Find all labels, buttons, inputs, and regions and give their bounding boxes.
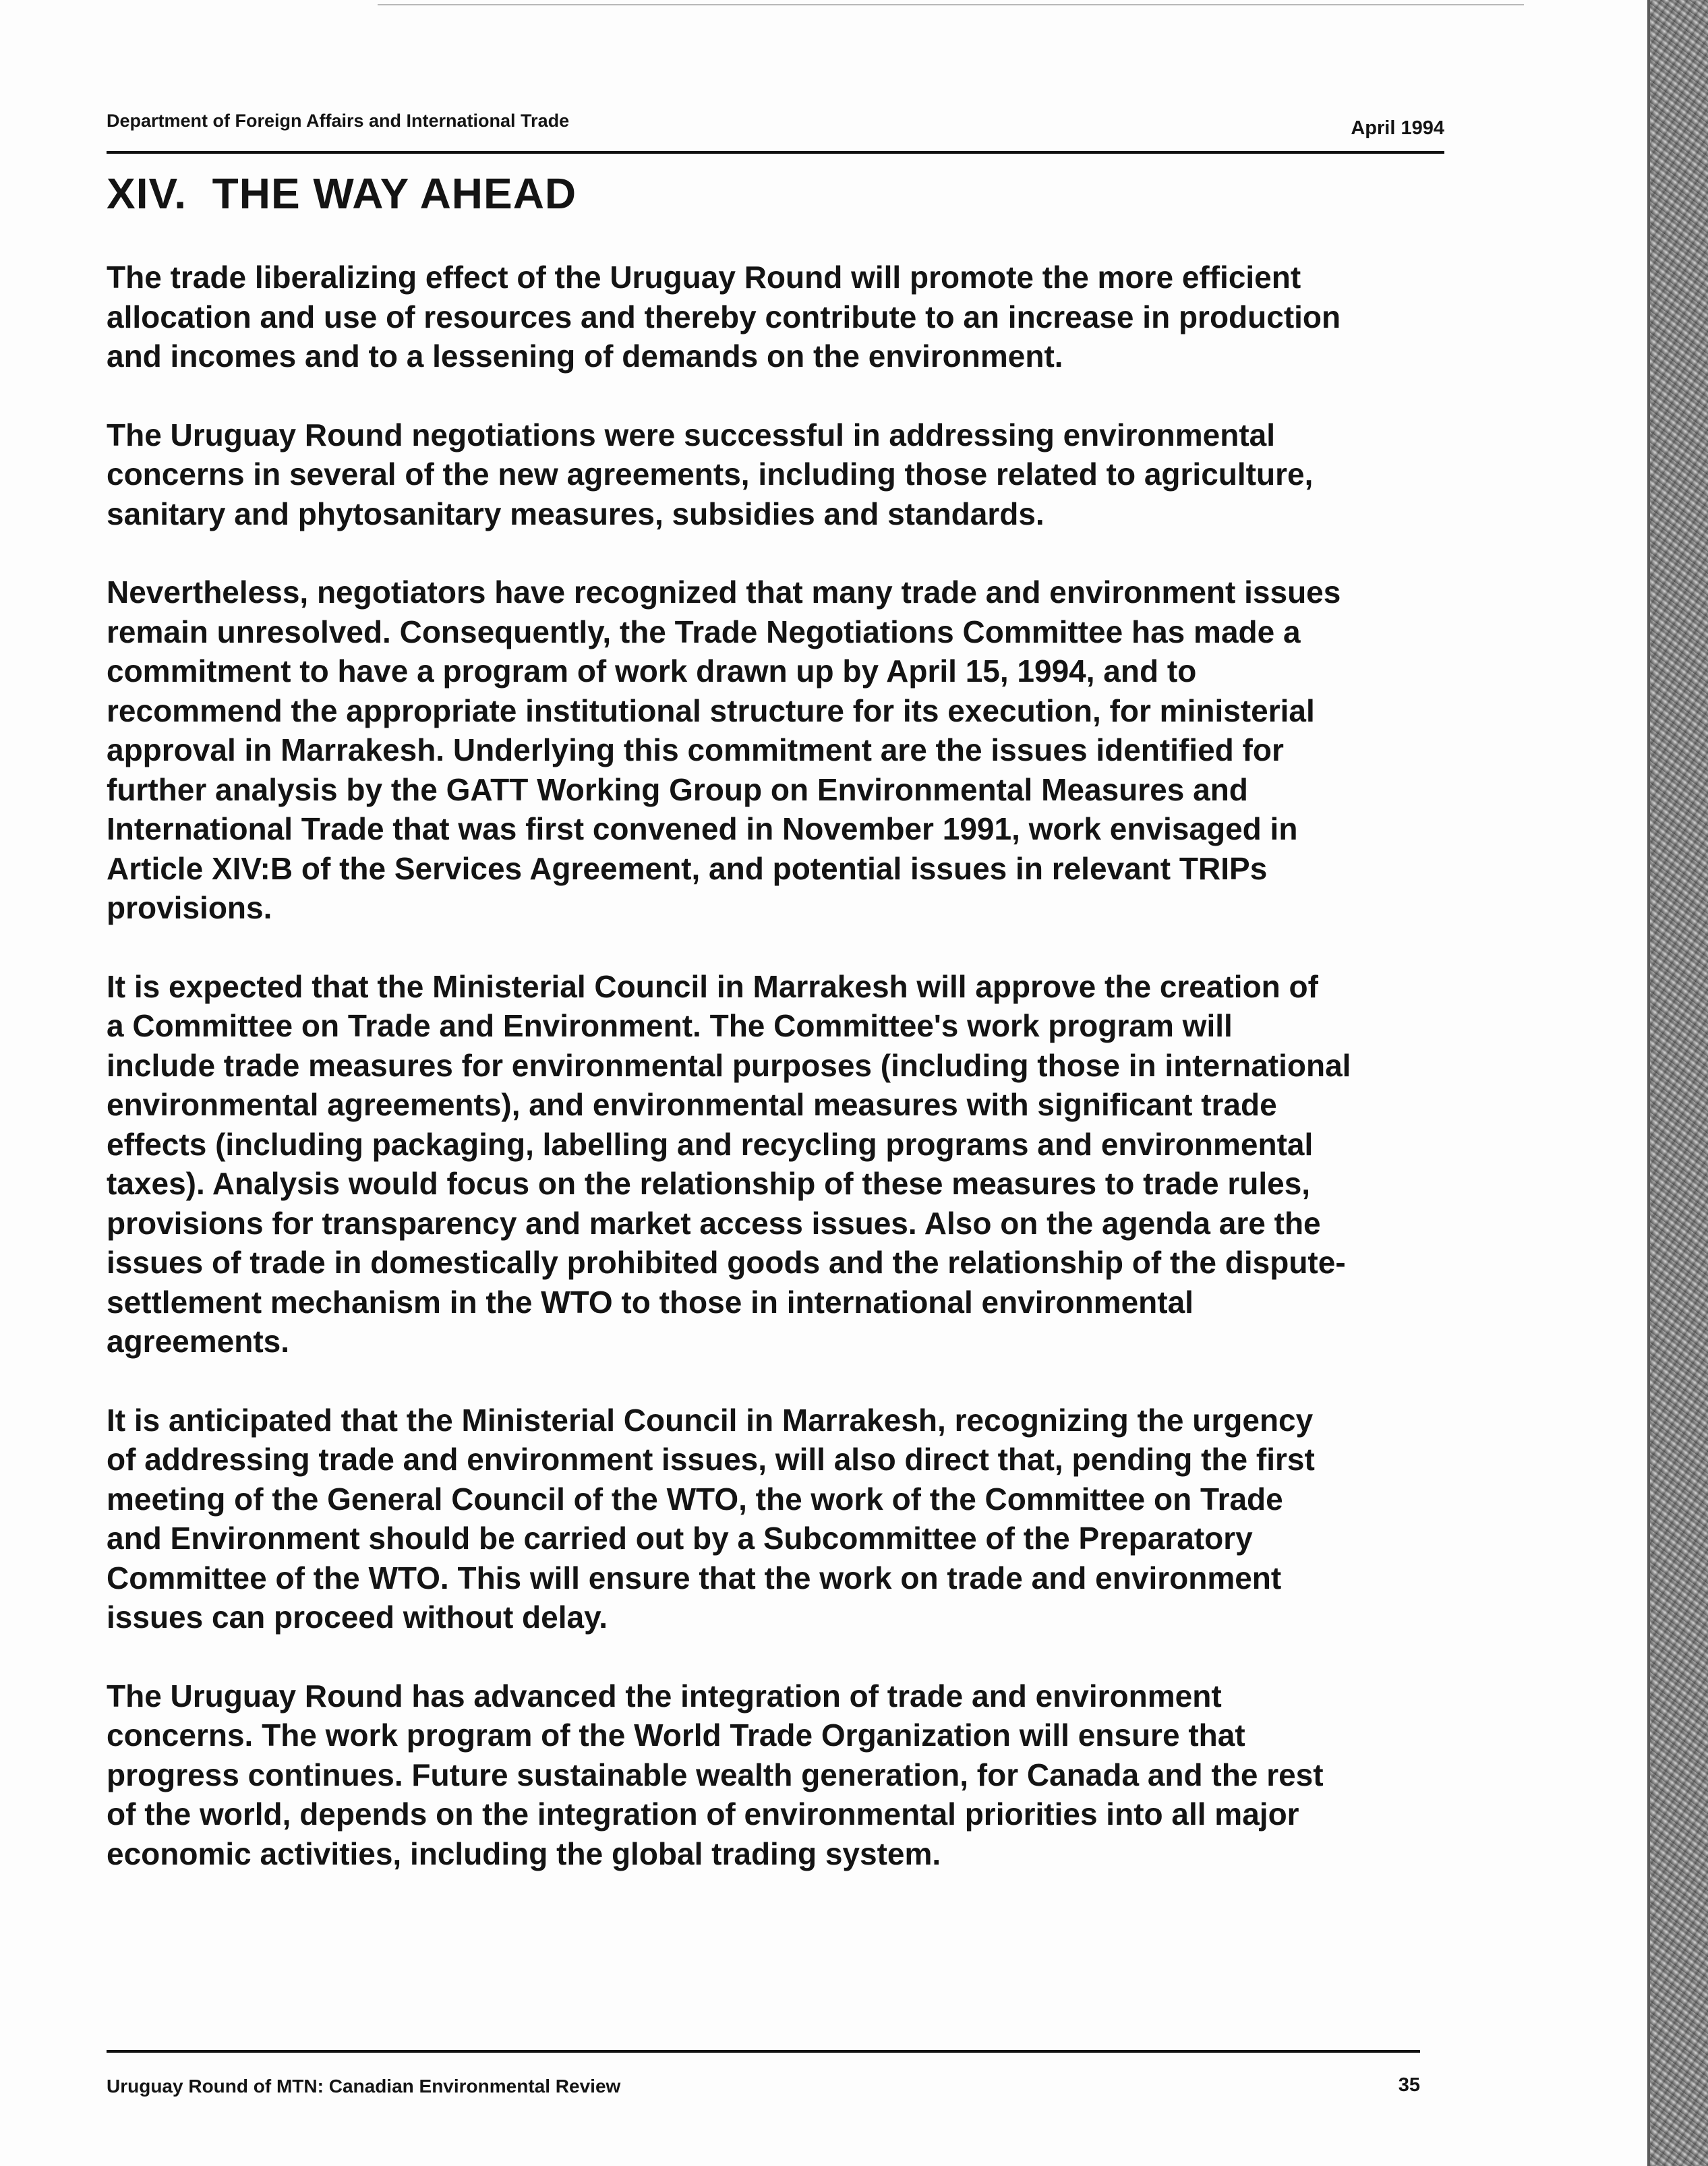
- paragraph-line: of addressing trade and environment issues, will also direct that, pending the first: [107, 1442, 1315, 1477]
- paragraph-line: International Trade that was first convened in November 1991, work envisaged in: [107, 811, 1298, 846]
- paragraph-line: and incomes and to a lessening of demands on the environment.: [107, 339, 1063, 374]
- scan-edge-texture: [1650, 0, 1708, 2166]
- paragraph-line: progress continues. Future sustainable wealth generation, for Canada and the rest: [107, 1757, 1324, 1792]
- paragraph-line: Nevertheless, negotiators have recognized that many trade and environment issues: [107, 575, 1341, 610]
- paragraph-line: issues of trade in domestically prohibited goods and the relationship of the dispute-: [107, 1245, 1346, 1280]
- scan-top-artifact: [378, 4, 1524, 5]
- footer-publication: Uruguay Round of MTN: Canadian Environmental Review: [107, 2076, 621, 2097]
- paragraph-line: provisions.: [107, 890, 272, 925]
- paragraph-line: concerns in several of the new agreements, including those related to agriculture,: [107, 457, 1314, 492]
- paragraph-line: The Uruguay Round negotiations were successful in addressing environmental: [107, 417, 1275, 452]
- paragraph-line: remain unresolved. Consequently, the Trade Negotiations Committee has made a: [107, 614, 1301, 649]
- paragraph-line: The trade liberalizing effect of the Uruguay Round will promote the more efficient: [107, 260, 1301, 295]
- paragraph-3: [107, 573, 1448, 928]
- page-header: [107, 108, 1444, 154]
- paragraph-6: [107, 1676, 1448, 1874]
- paragraph-line: taxes). Analysis would focus on the relationship of these measures to trade rules,: [107, 1166, 1311, 1201]
- body-text: [107, 258, 1448, 1912]
- paragraph-line: further analysis by the GATT Working Group on Environmental Measures and: [107, 771, 1248, 807]
- paragraph-line: It is expected that the Ministerial Council in Marrakesh will approve the creation of: [107, 968, 1318, 1004]
- paragraph-4: [107, 967, 1448, 1362]
- header-department: Department of Foreign Affairs and International Trade: [107, 111, 570, 131]
- paragraph-line: The Uruguay Round has advanced the integration of trade and environment: [107, 1678, 1222, 1714]
- paragraph-line: recommend the appropriate institutional structure for its execution, for ministerial: [107, 693, 1315, 728]
- paragraph-line: and Environment should be carried out by a Subcommittee of the Preparatory: [107, 1521, 1253, 1556]
- paragraph-line: meeting of the General Council of the WTO, the work of the Committee on Trade: [107, 1481, 1283, 1517]
- paragraph-line: agreements.: [107, 1324, 290, 1359]
- section-title: XIV. THE WAY AHEAD: [107, 169, 577, 218]
- paragraph-line: Article XIV:B of the Services Agreement, and potential issues in relevant TRIPs: [107, 850, 1268, 886]
- paragraph-2: [107, 415, 1448, 534]
- paragraph-line: sanitary and phytosanitary measures, subsidies and standards.: [107, 496, 1044, 531]
- paragraph-1: [107, 258, 1448, 376]
- paragraph-line: concerns. The work program of the World Trade Organization will ensure that: [107, 1718, 1245, 1753]
- paragraph-line: include trade measures for environmental purposes (including those in international: [107, 1047, 1351, 1083]
- paragraph-line: issues can proceed without delay.: [107, 1600, 608, 1635]
- paragraph-line: economic activities, including the global trading system.: [107, 1836, 941, 1871]
- paragraph-line: of the world, depends on the integration of environmental priorities into all major: [107, 1796, 1299, 1832]
- paragraph-line: It is anticipated that the Ministerial Council in Marrakesh, recognizing the urgency: [107, 1402, 1314, 1438]
- paragraph-line: approval in Marrakesh. Underlying this commitment are the issues identified for: [107, 732, 1284, 767]
- paragraph-line: settlement mechanism in the WTO to those in international environmental: [107, 1284, 1194, 1320]
- paragraph-line: Committee of the WTO. This will ensure that the work on trade and environment: [107, 1560, 1282, 1596]
- paragraph-5: [107, 1401, 1448, 1637]
- paragraph-line: effects (including packaging, labelling and recycling programs and environmental: [107, 1126, 1314, 1162]
- paragraph-line: a Committee on Trade and Environment. The Committee's work program will: [107, 1008, 1233, 1043]
- paragraph-line: commitment to have a program of work drawn up by April 15, 1994, and to: [107, 653, 1197, 689]
- paragraph-line: environmental agreements), and environmental measures with significant trade: [107, 1087, 1277, 1122]
- paragraph-line: allocation and use of resources and thereby contribute to an increase in production: [107, 299, 1341, 334]
- page-number: 35: [1398, 2074, 1420, 2096]
- paragraph-line: provisions for transparency and market access issues. Also on the agenda are the: [107, 1205, 1321, 1241]
- header-date: April 1994: [1351, 117, 1444, 139]
- page-footer: [107, 2050, 1420, 2097]
